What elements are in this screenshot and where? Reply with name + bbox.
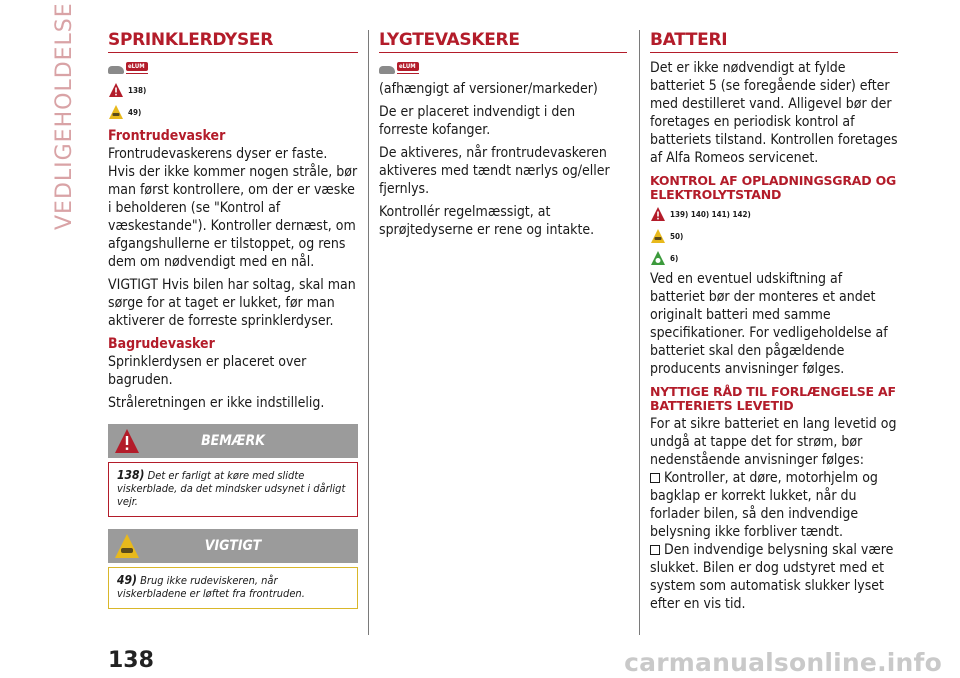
bullet-square-icon — [650, 473, 660, 483]
watermark: carmanualsonline.info — [624, 648, 942, 677]
reference-number: 50) — [670, 231, 684, 241]
subheading-front: Frontrudevasker — [108, 128, 226, 144]
column-batteri — [650, 30, 898, 618]
column-divider — [639, 30, 640, 635]
danger-triangle-icon — [650, 206, 666, 222]
danger-triangle-icon — [114, 428, 140, 454]
paragraph: VIGTIGT Hvis bilen har soltag, skal man sørge for at taget er lukket, før man aktiverer de forreste sprinklerdyser. — [108, 277, 356, 329]
caution-car-icon — [108, 104, 124, 120]
section-side-label: VEDLIGEHOLDELSE — [52, 2, 77, 230]
reference-number: 49) — [128, 107, 142, 117]
warning-header — [108, 529, 358, 563]
section-title: LYGTEVASKERE — [379, 30, 627, 53]
bullet-item: Kontroller, at døre, motorhjelm og bagklap er korrekt lukket, når du forlader bilen, så den indvendige belysning ikke forbliver tændt. — [650, 470, 878, 540]
section-title: SPRINKLERDYSER — [108, 30, 358, 53]
page-number: 138 — [108, 648, 154, 673]
paragraph: Kontrollér regelmæssigt, at sprøjtedyserne er rene og intakte. — [379, 204, 595, 238]
reference-number: 138) — [128, 85, 147, 95]
subsection-title: KONTROL AF OPLADNINGSGRAD OG ELEKTROLYTSTAND — [650, 173, 897, 202]
section-title: BATTERI — [650, 30, 898, 53]
paragraph: Det er ikke nødvendigt at fylde batteriet 5 (se foregående sider) efter med destilleret vand. Alligevel bør der foretages en periodisk kontrol af batteriets tilstand. Kontrollen foretages af Alfa Romeos servicenet. — [650, 60, 898, 166]
column-divider — [368, 30, 369, 635]
note-label: BEMÆRK — [201, 433, 265, 449]
reference-number: 6) — [670, 253, 679, 263]
caution-car-icon — [114, 533, 140, 559]
warning-label: VIGTIGT — [204, 538, 262, 554]
paragraph: Frontrudevaskerens dyser er faste. Hvis der ikke kommer nogen stråle, bør man først kontrollere, om der er væske i beholderen (se "Kontrol af væskestande"). Kontroller dernæst, om afgangshullerne er tilstoppet, og rens dem om nødvendigt med en nål. — [108, 146, 358, 270]
elum-label: eLUM — [397, 62, 419, 71]
paragraph: Stråleretningen er ikke indstillelig. — [108, 395, 325, 411]
bullet-item: Den indvendige belysning skal være slukket. Bilen er dog udstyret med et system som automatisk slukker lyset efter en vis tid. — [650, 542, 894, 612]
danger-triangle-icon — [108, 82, 124, 98]
warning-ref: 49) — [117, 573, 137, 587]
note-box — [108, 462, 358, 517]
car-icon — [379, 66, 395, 74]
caution-car-icon — [650, 228, 666, 244]
paragraph: Sprinklerdysen er placeret over bagruden. — [108, 354, 307, 388]
bullet-square-icon — [650, 545, 660, 555]
reference-number: 139) 140) 141) 142) — [670, 209, 751, 219]
paragraph: Ved en eventuel udskiftning af batteriet bør der monteres et andet originalt batteri med samme specifikationer. For vedligeholdelse af batteriet skal den pågældende producents anvisninger følges. — [650, 271, 888, 377]
paragraph: For at sikre batteriet en lang levetid og undgå at tappe det for strøm, bør nedenstående anvisninger følges: — [650, 416, 897, 468]
column-sprinklerdyser — [108, 30, 358, 609]
car-icon — [108, 66, 124, 74]
note-ref: 138) — [117, 468, 145, 482]
elum-badge — [379, 59, 627, 77]
paragraph: (afhængigt af versioner/markeder) — [379, 81, 598, 97]
note-text: Det er farligt at køre med slidte viskerblade, da det mindsker udsynet i dårligt vejr. — [117, 469, 346, 508]
subheading-rear: Bagrudevasker — [108, 336, 215, 352]
paragraph: De er placeret indvendigt i den forreste kofanger. — [379, 104, 576, 138]
column-lygtevaskere — [379, 30, 627, 244]
elum-badge — [108, 59, 358, 77]
environment-icon — [650, 250, 666, 266]
warning-text: Brug ikke rudeviskeren, når viskerbladene er løftet fra frontruden. — [117, 574, 305, 600]
subsection-title: NYTTIGE RÅD TIL FORLÆNGELSE AF BATTERIETS LEVETID — [650, 384, 896, 413]
note-header — [108, 424, 358, 458]
paragraph: De aktiveres, når frontrudevaskeren aktiveres med tændt nærlys og/eller fjernlys. — [379, 145, 610, 197]
warning-box — [108, 567, 358, 609]
elum-label: eLUM — [126, 62, 148, 71]
